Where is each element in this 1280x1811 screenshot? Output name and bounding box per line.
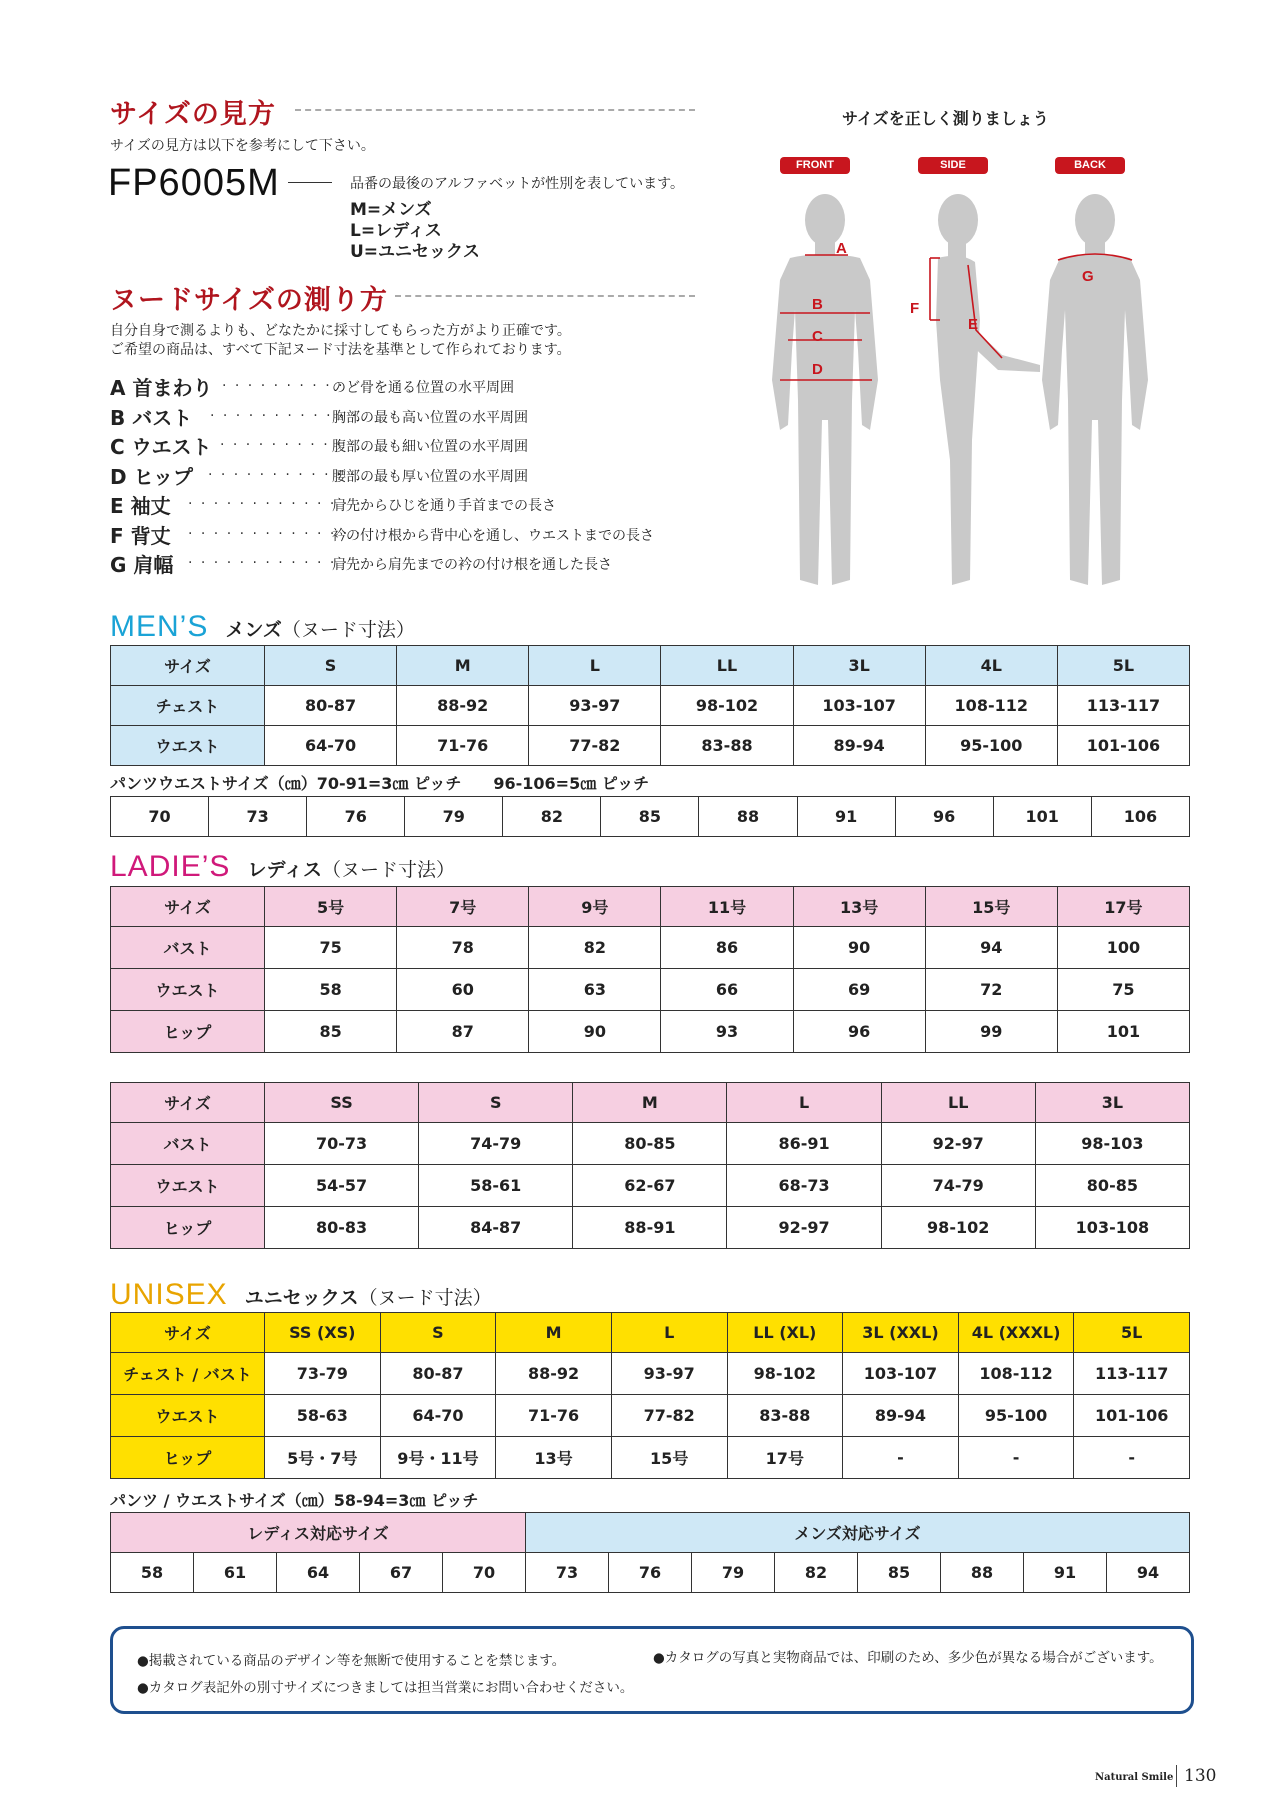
table-cell: 98-102: [661, 686, 793, 726]
note-item: ●掲載されている商品のデザイン等を無断で使用することを禁じます。: [137, 1653, 566, 1669]
header-cell: LL: [881, 1083, 1035, 1123]
model-note: 品番の最後のアルファベットが性別を表しています。: [350, 176, 685, 192]
table-cell: 9号・11号: [380, 1437, 496, 1479]
ladies-heading: [110, 850, 455, 884]
measure-item: [110, 549, 670, 575]
measure-key: B バスト: [110, 405, 193, 430]
nude-intro-2: ご希望の商品は、すべて下記ヌード寸法を基準として作られております。: [110, 342, 571, 358]
row-label-cell: チェスト: [111, 686, 265, 726]
table-cell: 101-106: [1057, 726, 1189, 766]
table-cell: 80-87: [265, 686, 397, 726]
row-label-cell: チェスト / バスト: [111, 1353, 265, 1395]
table-cell: 80-85: [573, 1123, 727, 1165]
mens-heading-en: MEN’S: [110, 610, 209, 643]
mark-e: E: [968, 316, 979, 333]
mark-g: G: [1082, 268, 1094, 285]
table-header-row: [111, 887, 1190, 927]
measure-desc: 腰部の最も厚い位置の水平周囲: [332, 468, 528, 485]
pants-size-cell: 70: [111, 797, 209, 837]
measure-item: [110, 372, 670, 398]
table-cell: -: [958, 1437, 1074, 1479]
header-cell: S: [380, 1313, 496, 1353]
header-cell: M: [496, 1313, 612, 1353]
table-cell: 75: [1057, 969, 1189, 1011]
back-label: BACK: [1055, 157, 1125, 174]
pants-size-cell: 58: [111, 1553, 194, 1593]
table-cell: 113-117: [1057, 686, 1189, 726]
notes-box: [110, 1626, 1194, 1714]
table-cell: 103-108: [1035, 1207, 1189, 1249]
measure-key: E 袖丈: [110, 494, 171, 518]
row-label-cell: バスト: [111, 927, 265, 969]
table-cell: 62-67: [573, 1165, 727, 1207]
table-row: [111, 1123, 1190, 1165]
pants-size-cell: 79: [692, 1553, 775, 1593]
measure-desc: 腹部の最も細い位置の水平周囲: [332, 439, 528, 455]
mark-b: B: [812, 296, 823, 313]
table-cell: -: [1074, 1437, 1190, 1479]
table-cell: 93-97: [529, 686, 661, 726]
figure-title: サイズを正しく測りましょう: [842, 109, 1049, 128]
footer-brand: Natural Smile: [1095, 1772, 1174, 1783]
header-cell: 17号: [1057, 887, 1189, 927]
table-row: [111, 969, 1190, 1011]
header-cell: サイズ: [111, 1313, 265, 1353]
note-item: ●カタログの写真と実物商品では、印刷のため、多少色が異なる場合がございます。: [653, 1650, 1163, 1666]
leader-dots: . . . . . . . . . . . . . .: [188, 551, 363, 567]
table-cell: 80-85: [1035, 1165, 1189, 1207]
table-cell: 88-92: [496, 1353, 612, 1395]
table-cell: 98-103: [1035, 1123, 1189, 1165]
table-cell: 83-88: [727, 1395, 843, 1437]
unisex-size-table: [110, 1312, 1190, 1479]
header-cell: 3L: [1035, 1083, 1189, 1123]
ladies-heading-jp: レディス（ヌード寸法）: [247, 859, 455, 881]
table-cell: 71-76: [496, 1395, 612, 1437]
table-row: [111, 686, 1190, 726]
pants-size-cell: 76: [307, 797, 405, 837]
pants-size-cell: 91: [1024, 1553, 1107, 1593]
header-cell: SS: [265, 1083, 419, 1123]
table-row: [111, 1207, 1190, 1249]
pants-size-cell: 70: [443, 1553, 526, 1593]
table-cell: -: [843, 1437, 959, 1479]
header-cell: サイズ: [111, 887, 265, 927]
table-cell: 101-106: [1074, 1395, 1190, 1437]
header-cell: 5L: [1074, 1313, 1190, 1353]
table-row: [111, 726, 1190, 766]
table-cell: 78: [397, 927, 529, 969]
table-cell: 5号・7号: [265, 1437, 381, 1479]
header-cell: 4L (XXXL): [958, 1313, 1074, 1353]
table-cell: 89-94: [843, 1395, 959, 1437]
measure-key: C ウエスト: [110, 435, 212, 459]
header-cell: LL: [661, 646, 793, 686]
measure-desc: 肩先から肩先までの衿の付け根を通した長さ: [332, 557, 612, 573]
table-cell: 73-79: [265, 1353, 381, 1395]
measure-item: [110, 402, 670, 428]
nude-title: ヌードサイズの測り方: [110, 285, 388, 316]
table-cell: 108-112: [925, 686, 1057, 726]
table-cell: 69: [793, 969, 925, 1011]
header-cell: S: [419, 1083, 573, 1123]
measure-key: A 首まわり: [110, 376, 213, 400]
header-cell: 5号: [265, 887, 397, 927]
pants-size-cell: 85: [858, 1553, 941, 1593]
table-cell: 93: [661, 1011, 793, 1053]
pants-size-cell: 67: [360, 1553, 443, 1593]
note-item: ●カタログ表記外の別寸サイズにつきましては担当営業にお問い合わせください。: [137, 1680, 634, 1696]
mark-d: D: [812, 361, 823, 378]
pants-size-cell: 101: [993, 797, 1091, 837]
ladies-size-table-1: [110, 886, 1190, 1053]
table-row: [111, 1165, 1190, 1207]
table-cell: 77-82: [611, 1395, 727, 1437]
header-cell: M: [397, 646, 529, 686]
pants-size-cell: 64: [277, 1553, 360, 1593]
table-cell: 103-107: [793, 686, 925, 726]
back-silhouette: [1042, 194, 1148, 585]
gender-item: U=ユニセックス: [350, 242, 480, 262]
howto-title: サイズの見方: [110, 99, 276, 130]
table-cell: 54-57: [265, 1165, 419, 1207]
pants-size-cell: 73: [209, 797, 307, 837]
pants-size-cell: 73: [526, 1553, 609, 1593]
side-silhouette: [936, 194, 1040, 585]
header-cell: 3L: [793, 646, 925, 686]
table-row: [111, 797, 1190, 837]
header-cell: サイズ: [111, 646, 265, 686]
row-label-cell: バスト: [111, 1123, 265, 1165]
ladies-group-header: レディス対応サイズ: [111, 1513, 526, 1553]
table-cell: 103-107: [843, 1353, 959, 1395]
unisex-pants-table: [110, 1512, 1190, 1593]
header-cell: 7号: [397, 887, 529, 927]
table-cell: 92-97: [727, 1207, 881, 1249]
header-cell: L: [529, 646, 661, 686]
table-cell: 85: [265, 1011, 397, 1053]
table-cell: 63: [529, 969, 661, 1011]
measure-item: [110, 490, 670, 516]
table-cell: 108-112: [958, 1353, 1074, 1395]
gender-list: [350, 200, 480, 263]
measure-desc: 胸部の最も高い位置の水平周囲: [332, 409, 528, 426]
row-label-cell: ヒップ: [111, 1011, 265, 1053]
leader-dots: . . . . . . . . . . . . . .: [188, 521, 363, 538]
table-cell: 96: [793, 1011, 925, 1053]
measure-key: F 背丈: [110, 523, 171, 548]
body-figure: [740, 180, 1200, 600]
table-cell: 88-92: [397, 686, 529, 726]
divider: [295, 109, 695, 111]
measure-item: [110, 461, 670, 487]
header-cell: L: [611, 1313, 727, 1353]
pants-size-cell: 79: [405, 797, 503, 837]
table-cell: 83-88: [661, 726, 793, 766]
pants-size-cell: 94: [1107, 1553, 1190, 1593]
table-cell: 58-61: [419, 1165, 573, 1207]
table-cell: 113-117: [1074, 1353, 1190, 1395]
page-number: 130: [1184, 1766, 1217, 1786]
gender-item: L=レディス: [350, 221, 442, 241]
table-cell: 95-100: [925, 726, 1057, 766]
header-cell: 13号: [793, 887, 925, 927]
row-label-cell: ウエスト: [111, 969, 265, 1011]
table-row: [111, 1395, 1190, 1437]
measure-item: [110, 520, 670, 546]
header-cell: M: [573, 1083, 727, 1123]
table-cell: 86-91: [727, 1123, 881, 1165]
table-cell: 68-73: [727, 1165, 881, 1207]
leader-dots: . . . . . . . . . .: [222, 374, 345, 390]
leader-dots: . . . . . . . . . . . .: [208, 462, 357, 479]
ladies-size-table-2: [110, 1082, 1190, 1249]
header-cell: 3L (XXL): [843, 1313, 959, 1353]
measure-item: [110, 431, 670, 457]
table-cell: 95-100: [958, 1395, 1074, 1437]
table-cell: 86: [661, 927, 793, 969]
pants-size-cell: 88: [941, 1553, 1024, 1593]
measure-desc: のど骨を通る位置の水平周囲: [332, 380, 514, 396]
table-row: [111, 1437, 1190, 1479]
table-cell: 94: [925, 927, 1057, 969]
table-cell: 15号: [611, 1437, 727, 1479]
pants-size-cell: 76: [609, 1553, 692, 1593]
measure-key: D ヒップ: [110, 464, 193, 489]
table-cell: 84-87: [419, 1207, 573, 1249]
pants-size-cell: 88: [699, 797, 797, 837]
divider: [395, 295, 695, 297]
header-cell: 15号: [925, 887, 1057, 927]
leader-dots: . . . . . . . . . . . .: [210, 403, 359, 420]
pants-size-cell: 61: [194, 1553, 277, 1593]
table-cell: 77-82: [529, 726, 661, 766]
table-cell: 99: [925, 1011, 1057, 1053]
table-header-row: [111, 1513, 1190, 1553]
unisex-heading-en: UNISEX: [110, 1278, 228, 1311]
mens-group-header: メンズ対応サイズ: [526, 1513, 1190, 1553]
row-label-cell: ヒップ: [111, 1207, 265, 1249]
mens-heading-jp: メンズ（ヌード寸法）: [225, 619, 415, 641]
header-cell: 11号: [661, 887, 793, 927]
pants-size-cell: 96: [895, 797, 993, 837]
table-cell: 98-102: [881, 1207, 1035, 1249]
front-label: FRONT: [780, 157, 850, 174]
gender-item: M=メンズ: [350, 200, 432, 220]
table-cell: 74-79: [881, 1165, 1035, 1207]
table-cell: 90: [529, 1011, 661, 1053]
table-cell: 64-70: [380, 1395, 496, 1437]
table-header-row: [111, 1083, 1190, 1123]
pants-size-cell: 85: [601, 797, 699, 837]
divider: [288, 182, 332, 183]
unisex-heading: [110, 1278, 492, 1312]
pants-size-cell: 91: [797, 797, 895, 837]
nude-intro-1: 自分自身で測るよりも、どなたかに採寸してもらった方がより正確です。: [110, 323, 571, 339]
table-cell: 101: [1057, 1011, 1189, 1053]
table-cell: 58-63: [265, 1395, 381, 1437]
table-cell: 66: [661, 969, 793, 1011]
table-cell: 60: [397, 969, 529, 1011]
header-cell: 4L: [925, 646, 1057, 686]
header-cell: SS (XS): [265, 1313, 381, 1353]
table-cell: 98-102: [727, 1353, 843, 1395]
header-cell: L: [727, 1083, 881, 1123]
header-cell: LL (XL): [727, 1313, 843, 1353]
table-cell: 75: [265, 927, 397, 969]
measure-desc: 衿の付け根から背中心を通し、ウエストまでの長さ: [332, 527, 654, 544]
mark-f: F: [910, 300, 920, 317]
row-label-cell: ウエスト: [111, 1395, 265, 1437]
unisex-heading-jp: ユニセックス（ヌード寸法）: [244, 1287, 492, 1309]
howto-intro: サイズの見方は以下を参考にして下さい。: [110, 138, 375, 154]
header-cell: 9号: [529, 887, 661, 927]
mens-size-table: [110, 645, 1190, 766]
mens-heading: [110, 610, 415, 644]
leader-dots: . . . . . . . . . . . . . .: [188, 492, 363, 508]
pants-size-cell: 106: [1091, 797, 1189, 837]
table-row: [111, 1553, 1190, 1593]
mark-c: C: [812, 328, 823, 345]
table-cell: 89-94: [793, 726, 925, 766]
model-number: FP6005M: [108, 162, 280, 204]
header-cell: S: [265, 646, 397, 686]
table-cell: 92-97: [881, 1123, 1035, 1165]
table-cell: 13号: [496, 1437, 612, 1479]
header-cell: サイズ: [111, 1083, 265, 1123]
table-cell: 72: [925, 969, 1057, 1011]
header-cell: 5L: [1057, 646, 1189, 686]
pants-size-cell: 82: [775, 1553, 858, 1593]
mark-a: A: [836, 240, 847, 257]
table-cell: 17号: [727, 1437, 843, 1479]
mens-pitch-note: パンツウエストサイズ（㎝）70-91=3㎝ ピッチ 96-106=5㎝ ピッチ: [110, 774, 650, 793]
table-cell: 100: [1057, 927, 1189, 969]
pants-size-cell: 82: [503, 797, 601, 837]
row-label-cell: ウエスト: [111, 1165, 265, 1207]
table-cell: 80-83: [265, 1207, 419, 1249]
footer-divider: [1176, 1765, 1177, 1787]
table-cell: 90: [793, 927, 925, 969]
table-cell: 71-76: [397, 726, 529, 766]
table-cell: 88-91: [573, 1207, 727, 1249]
row-label-cell: ウエスト: [111, 726, 265, 766]
measure-desc: 肩先からひじを通り手首までの長さ: [332, 498, 556, 514]
side-label: SIDE: [918, 157, 988, 174]
table-cell: 87: [397, 1011, 529, 1053]
table-header-row: [111, 1313, 1190, 1353]
table-row: [111, 1353, 1190, 1395]
row-label-cell: ヒップ: [111, 1437, 265, 1479]
table-cell: 74-79: [419, 1123, 573, 1165]
table-cell: 82: [529, 927, 661, 969]
measure-key: G 肩幅: [110, 553, 174, 577]
table-header-row: [111, 646, 1190, 686]
table-row: [111, 927, 1190, 969]
table-cell: 70-73: [265, 1123, 419, 1165]
table-cell: 80-87: [380, 1353, 496, 1395]
front-silhouette: [772, 194, 878, 585]
table-cell: 64-70: [265, 726, 397, 766]
table-cell: 93-97: [611, 1353, 727, 1395]
mens-pants-table: [110, 796, 1190, 837]
table-cell: 58: [265, 969, 397, 1011]
leader-dots: . . . . . . . . . . .: [220, 433, 356, 449]
table-row: [111, 1011, 1190, 1053]
ladies-heading-en: LADIE’S: [110, 850, 231, 883]
unisex-pitch-note: パンツ / ウエストサイズ（㎝）58-94=3㎝ ピッチ: [110, 1491, 479, 1510]
